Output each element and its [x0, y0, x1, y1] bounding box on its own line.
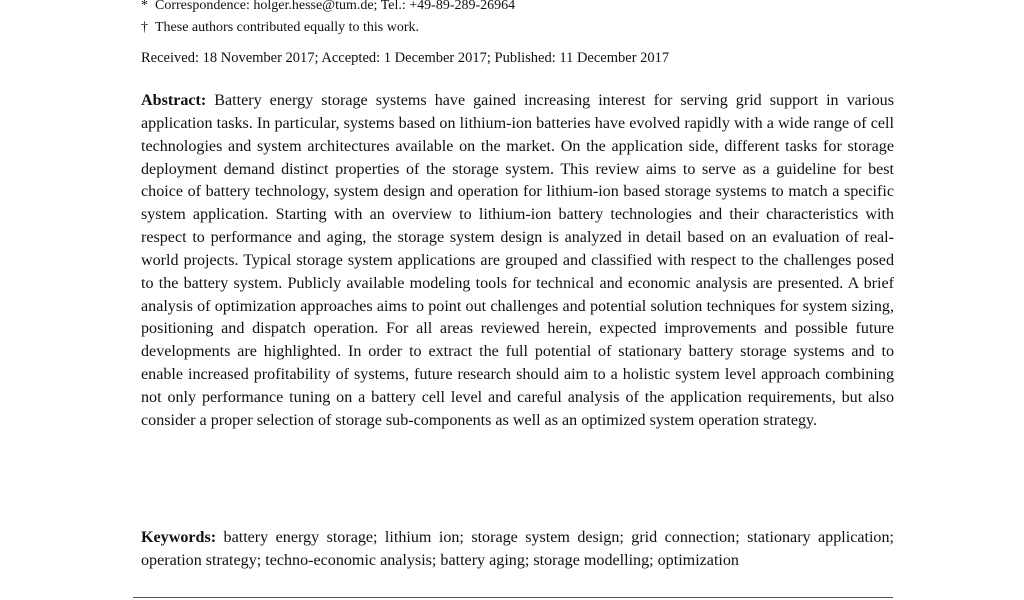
abstract-section	[141, 90, 894, 433]
correspondence-mark: *	[141, 0, 148, 13]
section-divider	[133, 597, 893, 598]
correspondence-text: Correspondence: holger.hesse@tum.de; Tel.: +49-89-289-26964	[155, 0, 516, 13]
abstract-text: Battery energy storage systems have gained increasing interest for serving grid support in various application tasks. In particular, systems based on lithium-ion batteries have evolved rapidly with a wide range of cell technologies and system architectures available on the market. On the application side, different tasks for storage deployment demand distinct properties of the storage system. This review aims to serve as a guideline for best choice of battery technology, system design and operation for lithium-ion based storage systems to match a specific system application. Starting with an overview to lithium-ion battery technologies and their characteristics with respect to performance and aging, the storage system design is analyzed in detail based on an evaluation of real-world projects. Typical storage system applications are grouped and classified with respect to the challenges posed to the battery system. Publicly available modeling tools for technical and economic analysis are presented. A brief analysis of optimization approaches aims to point out challenges and potential solution techniques for system sizing, positioning and dispatch operation. For all areas reviewed herein, expected improvements and possible future developments are highlighted. In order to extract the full potential of stationary battery storage systems and to enable increased profitability of systems, future research should aim to a holistic system level approach combining not only performance tuning on a battery cell level and careful analysis of the application requirements, but also consider a proper selection of storage sub-components as well as an optimized system operation strategy.	[141, 92, 894, 429]
keywords-section	[141, 527, 894, 573]
publication-dates: Received: 18 November 2017; Accepted: 1 December 2017; Published: 11 December 2017	[141, 50, 670, 66]
keywords-text: battery energy storage; lithium ion; storage system design; grid connection; stationary application; operation strategy; techno-economic analysis; battery aging; storage modelling; optimization	[141, 529, 894, 569]
correspondence-line	[141, 0, 515, 15]
equal-contribution-mark: †	[141, 20, 148, 35]
equal-contribution-text: These authors contributed equally to this work.	[155, 20, 419, 35]
abstract-label: Abstract:	[141, 92, 207, 109]
equal-contribution-line	[141, 19, 419, 37]
keywords-label: Keywords:	[141, 529, 217, 546]
